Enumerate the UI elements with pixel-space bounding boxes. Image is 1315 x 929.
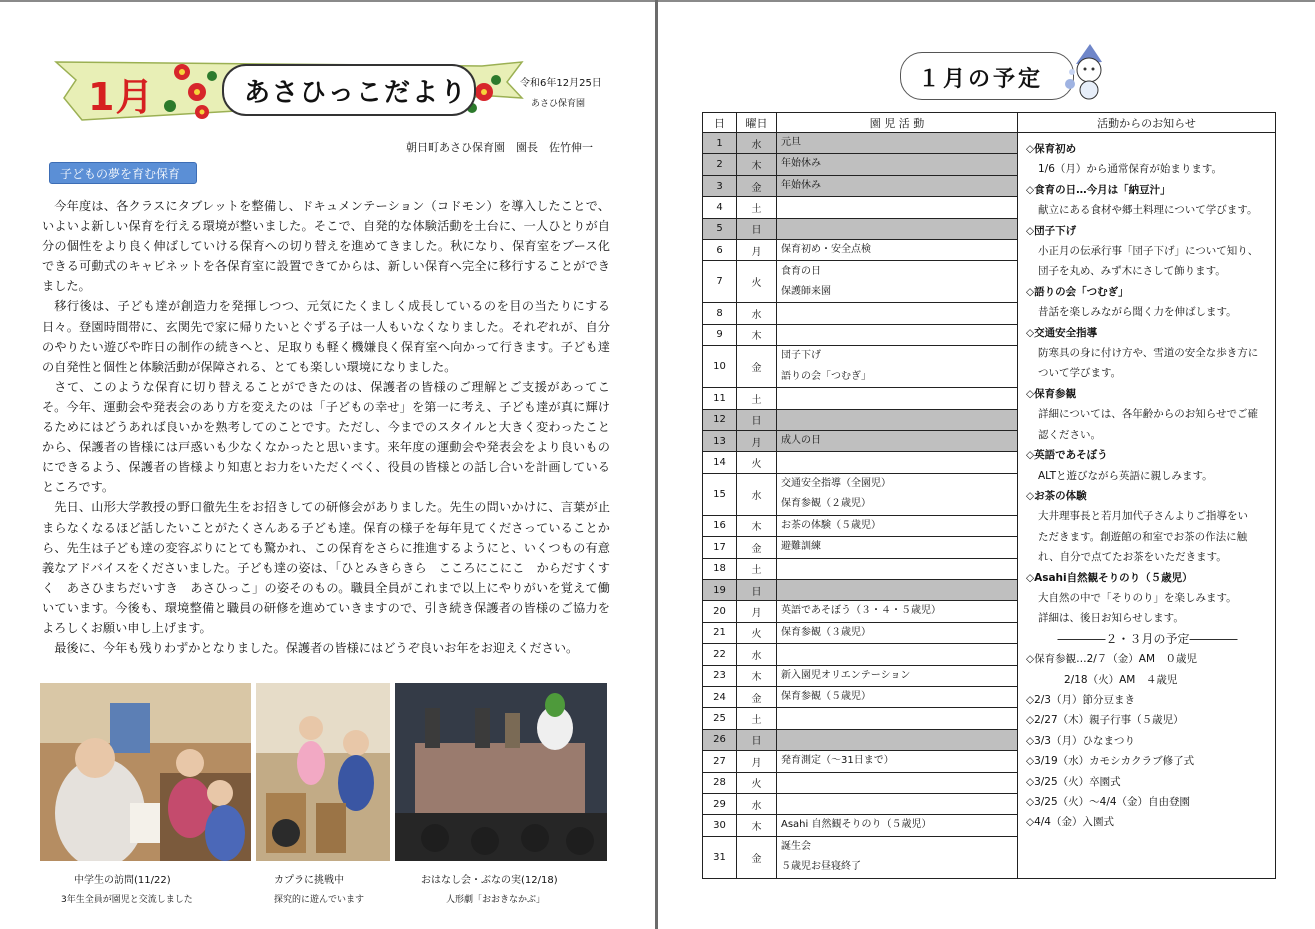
activity-cell [777,601,1018,622]
future-plan-heading: ――――２・３月の予定―――― [1057,631,1238,646]
notice-heading: ◇英語であそぼう [1026,449,1108,462]
activity-line [781,559,1013,579]
day-cell: 15 [703,473,737,515]
weekday-cell: 日 [737,218,777,239]
weekday-cell: 土 [737,558,777,579]
weekday-cell: 火 [737,622,777,643]
weekday-cell: 月 [737,751,777,772]
notice-body: 小正月の伝承行事「団子下げ」について知り、 [1038,245,1259,258]
activity-cell [777,537,1018,558]
schedule-title: １月の予定 [918,67,1044,92]
activity-cell [777,240,1018,261]
weekday-cell: 金 [737,836,777,878]
day-cell: 16 [703,515,737,536]
activity-line: お茶の体験（５歳児） [781,519,881,531]
activity-cell [777,388,1018,409]
activity-line: 新入園児オリエンテーション [781,669,911,681]
photo-caption: カプラに挑戦中 [274,875,344,886]
notice-heading: ◇団子下げ [1026,224,1077,237]
weekday-cell: 金 [737,175,777,196]
activity-line: ５歳児お昼寝終了 [781,861,861,873]
activity-cell [777,346,1018,388]
day-cell: 28 [703,772,737,793]
weekday-cell: 水 [737,133,777,154]
day-cell: 10 [703,346,737,388]
activity-cell [777,665,1018,686]
article-body [42,196,610,658]
activity-cell [777,793,1018,814]
day-cell: 11 [703,388,737,409]
weekday-cell: 木 [737,665,777,686]
notice-heading: ◇保育初め [1026,143,1077,155]
author-line: 朝日町あさひ保育園 園長 佐竹伸一 [406,141,593,154]
activity-cell [777,644,1018,665]
activity-line: 元旦 [781,137,801,148]
weekday-cell: 水 [737,473,777,515]
notice-heading: ◇保育参観 [1026,387,1077,400]
future-plan-item: 2/18（火）AM ４歳児 [1064,673,1178,686]
weekday-cell: 火 [737,452,777,473]
activity-line [781,644,1013,664]
activity-line: 成人の日 [781,434,821,446]
notice-body: れ、自分で点てたお茶をいただきます。 [1038,551,1227,564]
photo-junior-high-visit [40,683,251,861]
activity-line [781,730,1013,750]
activity-line: 誕生会 [781,840,811,852]
day-cell: 6 [703,240,737,261]
weekday-cell: 月 [737,601,777,622]
notice-body: ただきます。創遊館の和室でお茶の作法に触 [1038,530,1248,543]
notice-body: 団子を丸め、みず木にさして飾ります。 [1038,265,1226,278]
activity-cell [777,622,1018,643]
activity-line [781,325,1013,345]
issue-date: 令和6年12月25日 [520,78,602,89]
activity-cell [777,175,1018,196]
notice-body: 詳細については、各年齢からのお知らせでご確 [1038,408,1258,421]
header-activities: 園 児 活 動 [777,113,1018,133]
notice-body: 1/6（月）から通常保育が始まります。 [1038,163,1223,176]
photo-caption: おはなし会・ぶなの実(12/18) [421,875,558,886]
activity-cell [777,772,1018,793]
activity-cell [777,579,1018,600]
day-cell: 30 [703,815,737,836]
photo-kapla-blocks [256,683,390,861]
future-plan-item: ◇4/4（金）入園式 [1026,816,1114,829]
weekday-cell: 日 [737,729,777,750]
notice-body: 大自然の中で「そりのり」を楽しみます。 [1038,591,1237,604]
day-cell: 26 [703,729,737,750]
notice-body: 献立にある食材や郷土料理について学びます。 [1038,204,1258,217]
activity-cell [777,409,1018,430]
activity-line: 保育参観（２歳児） [781,498,871,510]
notice-body: ALTと遊びながら英語に親しみます。 [1038,469,1213,482]
future-plan-item: ◇3/19（水）カモシカクラブ修了式 [1026,755,1195,768]
weekday-cell: 木 [737,324,777,345]
day-cell: 22 [703,644,737,665]
weekday-cell: 木 [737,515,777,536]
snowman-character-icon [1062,42,1112,100]
table-row [703,133,1276,154]
day-cell: 3 [703,175,737,196]
weekday-cell: 木 [737,154,777,175]
table-header-row [703,113,1276,133]
activity-line: Asahi 自然観そりのり（５歳児） [781,819,932,831]
activity-line: 交通安全指導（全園児） [781,477,891,489]
notice-heading: ◇語りの会「つむぎ」 [1026,285,1129,298]
weekday-cell: 水 [737,793,777,814]
weekday-cell: 日 [737,409,777,430]
day-cell: 29 [703,793,737,814]
future-plan-item: ◇2/27（木）親子行事（５歳児） [1026,714,1184,727]
organization-name: あさひ保育園 [531,99,586,109]
activity-cell [777,452,1018,473]
future-plan-item: ◇保育参観…2/７（金）AM ０歳児 [1026,653,1198,666]
notice-heading: ◇食育の日…今月は「納豆汁」 [1026,183,1171,196]
activity-line [781,708,1013,728]
notice-body: 昔話を楽しみながら聞く力を伸ばします。 [1038,306,1237,319]
photo-puppet-show [395,683,607,861]
photo-subcaption: 3年生全員が園児と交流しました [61,895,193,905]
weekday-cell: 木 [737,815,777,836]
page-divider [655,0,658,929]
weekday-cell: 土 [737,388,777,409]
activity-line: 年始休み [781,158,821,170]
notice-heading: ◇交通安全指導 [1026,326,1098,339]
activity-line: 語りの会「つむぎ」 [781,370,871,382]
photo-subcaption: 探究的に遊んでいます [274,895,365,905]
notice-body: 防寒具の身に付け方や、雪道の安全な歩き方に [1038,347,1259,360]
header-day: 日 [703,113,737,133]
activity-cell [777,303,1018,324]
activity-line [781,773,1013,793]
day-cell: 13 [703,430,737,451]
weekday-cell: 火 [737,772,777,793]
header-weekday: 曜日 [737,113,777,133]
day-cell: 17 [703,537,737,558]
day-cell: 12 [703,409,737,430]
weekday-cell: 金 [737,346,777,388]
activity-cell [777,218,1018,239]
day-cell: 14 [703,452,737,473]
activity-line [781,197,1013,217]
day-cell: 8 [703,303,737,324]
day-cell: 21 [703,622,737,643]
activity-cell [777,686,1018,707]
activity-line [781,794,1013,814]
header-notices: 活動からのお知らせ [1018,113,1276,133]
activity-line [781,303,1013,323]
future-plan-item: ◇3/25（火）卒園式 [1026,775,1121,788]
weekday-cell: 月 [737,430,777,451]
weekday-cell: 金 [737,686,777,707]
activity-line [781,452,1013,472]
future-plan-item: ◇2/3（月）節分豆まき [1026,693,1135,706]
day-cell: 18 [703,558,737,579]
section-heading: 子どもの夢を育む保育 [49,162,197,184]
day-cell: 1 [703,133,737,154]
day-cell: 5 [703,218,737,239]
activity-cell [777,473,1018,515]
activity-line [781,219,1013,239]
day-cell: 20 [703,601,737,622]
weekday-cell: 土 [737,708,777,729]
activity-cell [777,197,1018,218]
activity-cell [777,430,1018,451]
paragraph: 移行後は、子ども達が創造力を発揮しつつ、元気にたくましく成長しているのを目の当たりにする日々。登園時間帯に、玄関先で家に帰りたいとぐずる子は一人もいなくなりました。それぞれが、自分のやりたい遊びや昨日の制作の続きへと、足取りも軽く機嫌良く保育室へ向かって行きます。子ども達の自発性と個性と体験活動が保障される、とても楽しい環境になりました。 [42,299,610,374]
activity-line: 避難訓練 [781,541,821,553]
weekday-cell: 月 [737,240,777,261]
weekday-cell: 土 [737,197,777,218]
activity-cell [777,558,1018,579]
notices-column [1018,133,1276,879]
activity-cell [777,751,1018,772]
activity-cell [777,815,1018,836]
newsletter-title: あさひっこだより [244,78,469,108]
activity-line: 保育参観（３歳児） [781,626,871,638]
activity-line: 保護師来園 [781,285,831,297]
notice-heading: ◇Asahi自然観そりのり（５歳児） [1026,571,1193,584]
activity-cell [777,729,1018,750]
day-cell: 25 [703,708,737,729]
future-plan-item: ◇3/3（月）ひなまつり [1026,734,1135,747]
day-cell: 23 [703,665,737,686]
day-cell: 9 [703,324,737,345]
day-cell: 31 [703,836,737,878]
activity-cell [777,324,1018,345]
weekday-cell: 日 [737,579,777,600]
notice-body: ついて学びます。 [1038,367,1122,380]
photo-subcaption: 人形劇「おおきなかぶ」 [446,895,546,905]
activity-line: 英語であそぼう（３・４・５歳児） [781,605,941,617]
activity-cell [777,133,1018,154]
activity-line: 食育の日 [781,265,821,277]
notice-body: 認ください。 [1038,428,1101,441]
day-cell: 24 [703,686,737,707]
activity-cell [777,708,1018,729]
activity-line [781,410,1013,430]
paragraph: 先日、山形大学教授の野口徹先生をお招きしての研修会がありました。先生の問いかけに、言葉が止まらなくなるほど話したいことがたくさんある子ども達。保育の様子を毎年見てくださっていることから、先生は子ども達の変容ぶりにとても驚かれ、この保育をさらに推進するようにと、いくつもの有意義なアドバイスをくださいました。子ども達の姿は、「ひとみきらきら こころにこにこ からだすくすく あさひまちだいすき あさひっこ」の姿そのもの。職員全員がこれまで以上にやりがいを覚えて働いています。今後も、環境整備と職員の研修を進めていきますので、引き続き保護者の皆様のご協力をよろしくお願い申し上げます。 [42,500,610,635]
weekday-cell: 火 [737,261,777,303]
paragraph: 今年度は、各クラスにタブレットを整備し、ドキュメンテーション（コドモン）を導入したことで、いよいよ新しい保育を行える環境が整いました。そこで、自発的な体験活動を土台に、一人ひとりが自分の個性をより良く伸ばしていける保育への切り替えを進めてきました。秋になり、保育室をブース化できる可動式のキャビネットを各保育室に設置できてからは、新しい保育へ完全に移行することができました。 [42,199,610,294]
future-plan-item: ◇3/25（火）～4/4（金）自由登園 [1026,796,1191,808]
schedule-table [702,112,1276,879]
activity-cell [777,261,1018,303]
day-cell: 2 [703,154,737,175]
activity-cell [777,836,1018,878]
activity-line [781,388,1013,408]
weekday-cell: 水 [737,303,777,324]
paragraph: さて、このような保育に切り替えることができたのは、保護者の皆様のご理解とご支援があってこそ。今年、運動会や発表会のあり方を変えたのは「子どもの幸せ」を第一に考え、子ども達が真に輝けるためにはどうあれば良いかを熟考してのことです。ただし、今までのスタイルと大きく変わったことから、保護者の皆様には戸惑いも少なくなかったと思います。来年度の運動会や発表会をより良いものにできるよう、保護者の皆様より知恵とお力をいただくべく、役員の皆様との話し合いを計画しているところです。 [42,379,610,495]
notice-body: 大井理事長と若月加代子さんよりご指導をい [1038,510,1248,523]
activity-line [781,580,1013,600]
month-label: 1月 [88,75,155,119]
activity-line: 保育参観（５歳児） [781,690,871,702]
activity-line: 年始休み [781,179,821,191]
notice-heading: ◇お茶の体験 [1026,489,1087,502]
paragraph: 最後に、今年も残りわずかとなりました。保護者の皆様にはどうぞ良いお年をお迎えください。 [54,641,579,656]
day-cell: 4 [703,197,737,218]
day-cell: 19 [703,579,737,600]
day-cell: 7 [703,261,737,303]
activity-cell [777,154,1018,175]
activity-line: 保育初め・安全点検 [781,244,871,255]
day-cell: 27 [703,751,737,772]
weekday-cell: 金 [737,537,777,558]
notice-body: 詳細は、後日お知らせします。 [1038,612,1184,625]
activity-cell [777,515,1018,536]
activity-line: 団子下げ [781,350,821,362]
weekday-cell: 水 [737,644,777,665]
photo-caption: 中学生の訪問(11/22) [74,875,171,886]
activity-line: 発育測定（～31日まで） [781,755,894,767]
